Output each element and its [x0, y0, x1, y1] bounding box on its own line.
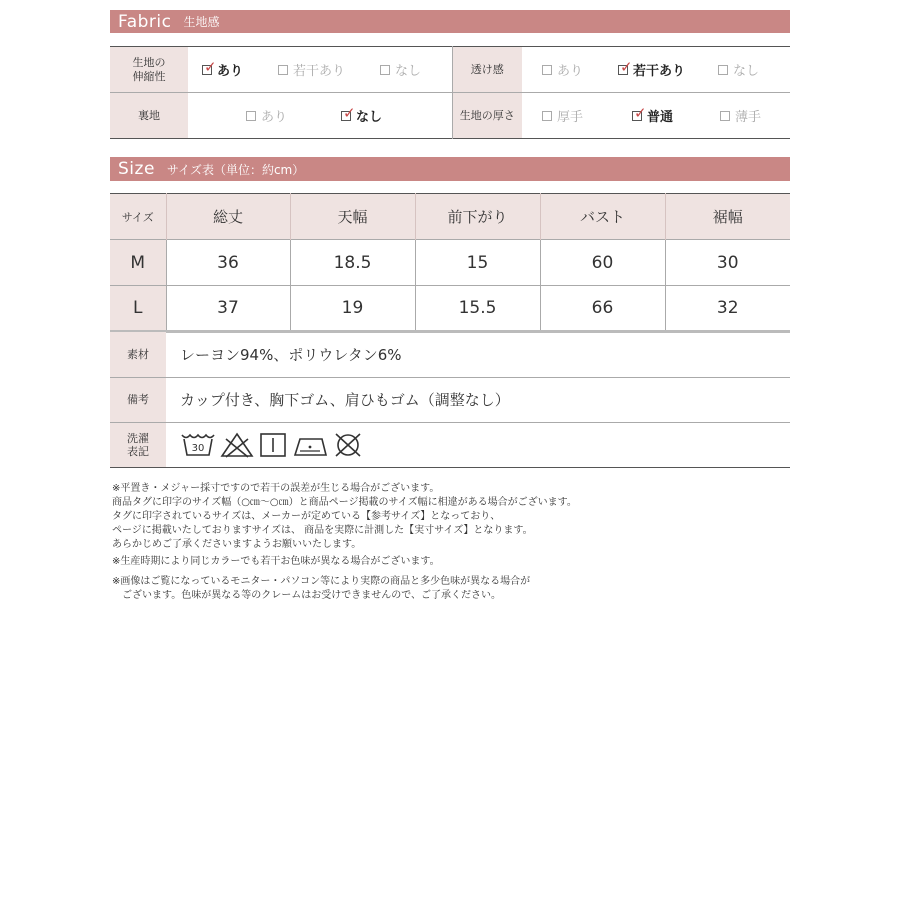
material-label: 素材 — [110, 332, 166, 377]
checkbox-icon: ✓ — [343, 103, 356, 122]
checkbox-icon — [380, 65, 390, 75]
checkbox-icon: ✓ — [620, 57, 633, 76]
fine-print-line: あらかじめご了承くださいますようお願いいたします。 — [112, 539, 362, 550]
fabric-title-en: Fabric — [118, 11, 172, 32]
iron-low-icon — [292, 431, 328, 459]
care-label: 洗濯 表記 — [110, 422, 166, 467]
size-header-row — [110, 194, 790, 240]
remarks-label: 備考 — [110, 377, 166, 422]
sheer-option-slight: ✓ 若干あり — [620, 57, 686, 79]
thickness-label: 生地の厚さ — [452, 93, 522, 139]
lining-label: 裏地 — [110, 93, 188, 139]
size-cell: 18.5 — [290, 240, 415, 286]
notes-table — [110, 332, 790, 468]
no-bleach-icon — [220, 431, 254, 459]
size-cell: 37 — [166, 286, 290, 332]
fabric-section-header — [110, 10, 790, 33]
checkbox-icon — [542, 65, 552, 75]
stretch-option-yes: ✓ あり — [204, 57, 244, 79]
fine-print-line: ※平置き・メジャー採寸ですので若干の誤差が生じる場合がございます。 — [112, 483, 440, 494]
fine-print-line: ございます。色味が異なる等のクレームはお受けできませんので、ご了承ください。 — [112, 590, 501, 601]
checkbox-icon — [718, 65, 728, 75]
remarks-row — [110, 377, 790, 422]
checkbox-icon — [246, 111, 256, 121]
checkbox-icon: ✓ — [204, 57, 217, 76]
fine-print-line: ページに掲載いたしておりますサイズは、 商品を実際に計測した【実寸サイズ】となります。 — [112, 525, 533, 536]
size-header-cell: 総丈 — [166, 194, 290, 240]
size-cell: 66 — [540, 286, 665, 332]
wash-30-icon — [180, 431, 216, 459]
thickness-option-normal: ✓ 普通 — [634, 103, 674, 125]
size-section-header — [110, 157, 790, 181]
sheer-label: 透け感 — [452, 47, 522, 93]
size-header-cell: 天幅 — [290, 194, 415, 240]
stretch-label: 生地の 伸縮性 — [110, 47, 188, 93]
fabric-table — [110, 46, 790, 139]
fine-print-line: 商品タグに印字のサイズ幅（○㎝〜○㎝）と商品ページ掲載のサイズ幅に相違がある場合がございます。 — [112, 497, 577, 508]
size-cell: 36 — [166, 240, 290, 286]
material-value: レーヨン94%、ポリウレタン6% — [180, 345, 402, 364]
checkbox-icon: ✓ — [634, 103, 647, 122]
size-cell: 32 — [665, 286, 790, 332]
checkbox-icon — [278, 65, 288, 75]
remarks-value: カップ付き、胸下ゴム、肩ひもゴム（調整なし） — [166, 377, 790, 422]
fine-print-line: ※生産時期により同じカラーでも若干お色味が異なる場合がございます。 — [112, 556, 440, 567]
sheer-option-no: なし — [718, 60, 759, 79]
size-cell: 30 — [665, 240, 790, 286]
care-symbols — [180, 431, 790, 459]
size-cell: 19 — [290, 286, 415, 332]
material-row — [110, 332, 790, 377]
fine-print-block — [112, 482, 577, 603]
size-row-l — [110, 286, 790, 332]
fabric-title-jp: 生地感 — [183, 15, 220, 29]
svg-text:30: 30 — [191, 442, 205, 454]
size-header-cell: 前下がり — [415, 194, 540, 240]
stretch-option-no: なし — [380, 60, 421, 79]
size-table — [110, 193, 790, 333]
size-header-cell: サイズ — [121, 210, 154, 224]
thickness-option-thick: 厚手 — [542, 106, 632, 125]
lining-option-no: ✓ なし — [343, 103, 383, 125]
fine-print-line: ※画像はご覧になっているモニター・パソコン等により実際の商品と多少色味が異なる場合が — [112, 576, 531, 587]
size-cell: 60 — [540, 240, 665, 286]
size-row-m — [110, 240, 790, 286]
size-cell: 15 — [415, 240, 540, 286]
tumble-dry-icon — [258, 431, 288, 459]
fine-print-line: タグに印字されているサイズは、メーカーが定めている【参考サイズ】となっており、 — [112, 511, 501, 522]
size-cell: M — [110, 240, 166, 286]
checkbox-icon — [542, 111, 552, 121]
checkbox-icon — [720, 111, 730, 121]
fabric-row-stretch — [110, 47, 790, 93]
size-header-cell: 裾幅 — [665, 194, 790, 240]
thickness-option-thin: 薄手 — [720, 106, 761, 125]
lining-option-yes: あり — [246, 106, 341, 125]
size-cell: 15.5 — [415, 286, 540, 332]
fabric-row-lining — [110, 93, 790, 139]
sheer-option-yes: あり — [542, 60, 618, 79]
care-row — [110, 422, 790, 467]
no-dry-clean-icon — [332, 431, 364, 459]
stretch-option-slight: 若干あり — [278, 60, 380, 79]
size-cell: L — [110, 286, 166, 332]
size-title-jp: サイズ表（単位：約cm） — [166, 162, 305, 177]
size-header-cell: バスト — [540, 194, 665, 240]
size-title-en: Size — [118, 159, 155, 179]
